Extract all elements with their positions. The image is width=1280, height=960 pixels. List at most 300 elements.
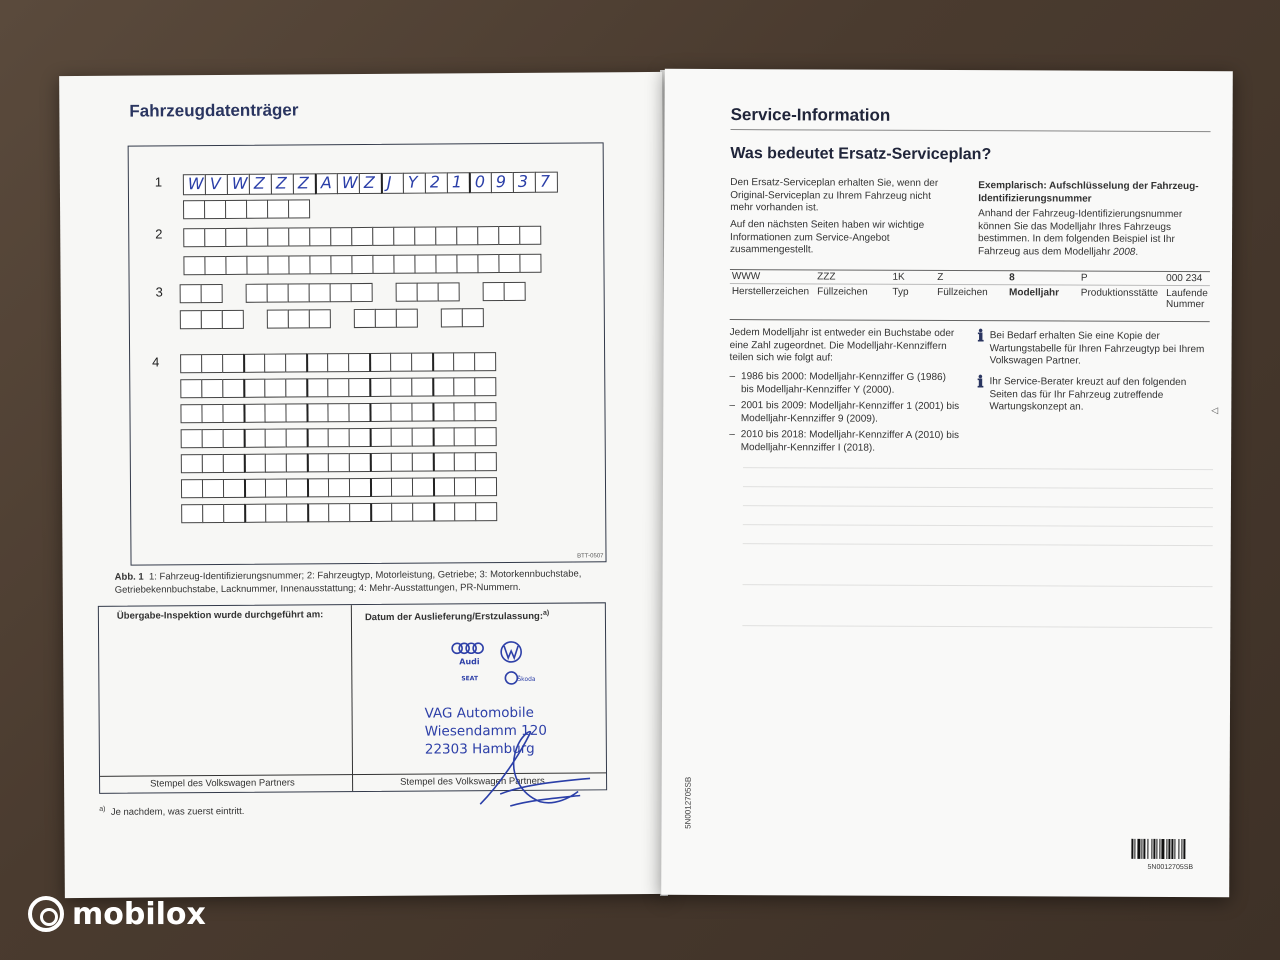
form-cell [201,284,223,303]
vin-code: ZZZ [817,271,836,283]
form-cell [180,284,202,303]
inspection-header: Übergabe-Inspektion wurde durchgeführt am: [116,609,324,622]
row-label-2: 2 [155,226,163,242]
stamp-line-3: 22303 Hamburg [424,740,535,758]
form-cell [391,478,413,497]
barcode-bar [1159,839,1160,859]
vin-char: 7 [539,171,551,191]
form-cell [454,502,476,521]
form-cell [349,428,371,447]
form-cell [414,254,436,273]
vin-char-cell [293,173,316,194]
pr-grid-row [181,427,496,448]
form-cell [453,377,475,396]
form-cell [330,255,352,274]
vin-label: Füllzeichen [817,286,868,298]
cell-group [483,282,525,301]
vin-code: WWW [731,271,761,283]
form-cell [267,284,289,303]
form-cell [204,200,226,219]
vin-char: A [320,173,332,193]
form-cell [462,308,484,327]
form-cell [265,454,287,473]
vin-char: Z [253,173,265,193]
barcode [1131,839,1209,871]
vin-label: Produktionsstätte [1080,287,1159,299]
form-cell [519,254,541,273]
cell-group [441,308,483,327]
form-cell [306,353,328,372]
form-cell [411,378,433,397]
vin-code: Z [937,271,944,283]
barcode-bar [1166,839,1167,859]
form-cell [223,479,245,498]
vin-code: 1K [892,271,905,283]
form-cell [475,427,497,446]
form-cell [372,227,394,246]
barcode-bar [1183,839,1185,859]
show-through-shading [742,449,1214,811]
vin-extra-boxes [183,199,309,219]
form-cell [441,308,463,327]
form-cell [411,403,433,422]
form-cell [243,354,265,373]
stamp-line-1: VAG Automobile [424,704,534,722]
form-cell [288,283,310,302]
form-cell [475,502,497,521]
form-cell [265,479,287,498]
form-cell [267,310,289,329]
form-cell [243,379,265,398]
barcode-bar [1171,839,1173,859]
code-boxes-1 [180,282,525,303]
form-cell [180,379,202,398]
model-year-ranges [729,371,959,455]
form-cell [474,402,496,421]
spine-code: 5N0012705SB [683,776,693,829]
form-cell [201,310,223,329]
vin-char-cell [337,173,360,194]
form-cell [328,503,350,522]
form-cell [309,227,331,246]
barcode-bar [1141,839,1142,859]
cell-group [180,284,222,303]
delivery-header: Datum der Auslieferung/Erstzulassung:$^{a)}$ [364,609,550,624]
form-cell [348,378,370,397]
form-cell [225,228,247,247]
inspection-box [98,602,607,794]
intro-paragraph-2: Auf den nächsten Seiten haben wir wichtige Informationen zum Service-Angebot zusammengestellt. [729,219,925,256]
form-cell [244,479,266,498]
vin-char-cell [227,174,250,195]
form-cell [414,226,436,245]
barcode-bar [1161,839,1164,859]
seat-label: SEAT [461,675,479,683]
form-cell [328,453,350,472]
form-cell [475,452,497,471]
form-cell [412,453,434,472]
vin-char: 1 [451,172,463,192]
vin-char-cell [359,173,382,194]
skoda-label: Škoda [517,675,536,683]
form-cell [348,353,370,372]
form-cell [498,254,520,273]
vin-label-row [728,284,1212,312]
caption-text: 1: Fahrzeug-Identifizierungsnummer; 2: Fahrzeugtyp, Motorleistung, Getriebe; 3: Motorkennbuchstabe, Getriebekennbuchstabe, Lacknummer, Innenausstattung; 4: Mehr-Ausstattungen, PR-Nummern. [114,568,582,596]
left-page [59,72,668,898]
barcode-bar [1134,839,1135,859]
barcode-bar [1168,839,1170,859]
form-cell [504,282,526,301]
form-cell [222,310,244,329]
form-cell [391,503,413,522]
form-cell [201,379,223,398]
form-cell [454,452,476,471]
vin-char-cell [183,174,206,195]
form-cell [309,255,331,274]
form-cell [393,255,415,274]
form-cell [264,354,286,373]
form-cell [285,353,307,372]
form-cell [369,353,391,372]
vin-label: Laufende Nummer [1166,287,1208,311]
form-cell [456,226,478,245]
stamp-label-left: Stempel des Volkswagen Partners [150,776,295,789]
form-cell [396,309,418,328]
form-cell [180,354,202,373]
model-year-intro: Jedem Modelljahr ist entweder ein Buchstabe oder eine Zahl zugeordnet. Die Modelljahr-Kennziffern teilen sich wie folgt auf: [729,327,955,364]
form-cell [246,256,268,275]
form-cell [246,284,268,303]
form-cell [223,454,245,473]
form-cell [477,254,499,273]
form-cell [432,377,454,396]
form-cell [474,377,496,396]
pr-grid-row [181,502,496,523]
pr-grid-row [181,477,496,498]
signature-icon [460,723,601,814]
vin-char-cell [469,172,492,193]
figure-code: BTT-0507 [577,553,604,560]
form-cell [307,478,329,497]
form-cell [453,402,475,421]
pr-grid-row [181,452,496,473]
heading: Was bedeutet Ersatz-Serviceplan? [730,145,992,164]
vin-char: 0 [474,172,486,192]
form-cell [433,452,455,471]
form-cell [396,283,418,302]
form-cell [393,227,415,246]
form-cell [328,428,350,447]
barcode-bar [1137,839,1140,859]
vin-char-cell [447,172,470,193]
form-cell [202,454,224,473]
form-cell [411,353,433,372]
form-cell [244,429,266,448]
form-cell [370,503,392,522]
vin-char-cell [381,173,404,194]
cell-group [246,283,372,303]
continue-arrow-icon: ◁ [1211,405,1219,416]
barcode-bar [1181,839,1182,859]
info-icon: ℹ [977,372,984,392]
form-cell [309,283,331,302]
form-cell [351,283,373,302]
form-cell [183,200,205,219]
vin-char-cell [425,172,448,193]
form-cell [265,429,287,448]
form-cell [307,453,329,472]
vin-char-cell [403,173,426,194]
vin-char: V [209,173,221,194]
form-cell [435,254,457,273]
mobilox-logo-icon [28,896,64,932]
row-label-3: 3 [155,284,163,300]
cell-group [180,310,243,329]
form-cell [288,309,310,328]
form-cell [433,477,455,496]
vin-code: 000 234 [1166,272,1203,285]
stamp-line-2: Wiesendamm 120 [424,722,547,740]
vin-char-cell [205,174,228,195]
form-cell [519,226,541,245]
form-cell [349,478,371,497]
audi-label: Audi [459,657,480,667]
cell-group [354,309,417,328]
barcode-bar [1151,839,1152,859]
form-cell [286,453,308,472]
barcode-bar [1143,839,1145,859]
pr-grid-row [180,352,495,373]
watermark-text: mobilox [72,896,206,932]
form-cell [327,353,349,372]
form-cell [223,504,245,523]
vin-char-cell [249,174,272,195]
form-cell [285,403,307,422]
form-cell [246,200,268,219]
form-cell [390,378,412,397]
form-cell [475,477,497,496]
form-cell [412,428,434,447]
form-cell [288,255,310,274]
vin-char: W [231,173,248,193]
form-cell [267,200,289,219]
form-cell [201,404,223,423]
form-cell [432,352,454,371]
form-cell [351,255,373,274]
form-cell [349,453,371,472]
form-cell [180,310,202,329]
row-label-4: 4 [152,354,160,370]
form-cell [286,503,308,522]
vin-char-cell [491,172,514,193]
form-cell [454,427,476,446]
form-cell [351,227,373,246]
info-note-1: ℹ Bei Bedarf erhalten Sie eine Kopie der Wartungstabelle für Ihren Fahrzeugtyp bei Ihrem Volkswagen Partner. [977,326,1205,367]
form-cell [202,429,224,448]
form-cell [267,228,289,247]
form-cell [222,379,244,398]
vin-code: 8 [1009,272,1015,284]
form-cell [181,454,203,473]
form-cell [412,478,434,497]
code-boxes-2 [180,308,483,329]
form-cell [267,256,289,275]
barcode-bar [1131,839,1133,859]
form-cell [328,478,350,497]
vin-boxes [183,172,557,196]
intro-paragraph-1: Den Ersatz-Serviceplan erhalten Sie, wenn der Original-Serviceplan zu Ihrem Fahrzeug nicht mehr vorhanden ist. [730,177,939,214]
form-cell [474,352,496,371]
form-cell [288,227,310,246]
form-cell [183,228,205,247]
vin-label: Füllzeichen [937,286,988,299]
form-cell [454,477,476,496]
form-cell [225,256,247,275]
vin-char: J [386,172,392,192]
form-cell [204,228,226,247]
form-cell [370,478,392,497]
form-cell [348,403,370,422]
section-title: Service-Information [730,105,891,125]
vin-char: W [341,173,358,193]
form-cell [306,378,328,397]
form-cell [264,379,286,398]
form-cell [285,378,307,397]
vin-label: Modelljahr [1008,287,1060,299]
form-cell [309,309,331,328]
vin-char-cell [315,173,338,194]
form-cell [330,227,352,246]
form-cell [306,403,328,422]
form-cell [307,503,329,522]
form-cell [327,403,349,422]
form-cell [204,256,226,275]
caption-label: Abb. 1 [114,571,144,583]
form-cell [456,254,478,273]
cell-group [396,282,459,301]
form-cell [417,282,439,301]
form-cell [391,428,413,447]
vin-char-cell [535,172,558,193]
form-cell [354,309,376,328]
form-cell [370,428,392,447]
form-cell [375,309,397,328]
vin-char-cell [271,173,294,194]
form-cell [286,478,308,497]
form-cell [225,200,247,219]
vin-char-cell [513,172,536,193]
vin-label: Typ [892,286,909,298]
form-cell [246,228,268,247]
form-cell [498,226,520,245]
form-cell [183,256,205,275]
page-title: Fahrzeugdatenträger [129,100,299,121]
form-cell [369,403,391,422]
brand-logos-icon [451,640,536,687]
barcode-text: 5N0012705SB [1147,863,1194,872]
type-boxes-2 [183,254,540,275]
vin-char: 9 [495,171,507,192]
form-cell [201,354,223,373]
vin-char: Z [363,172,375,192]
type-boxes-1 [183,226,540,247]
form-cell [244,504,266,523]
vin-char: 3 [517,171,529,191]
form-cell [432,402,454,421]
figure-caption [115,568,605,596]
example-title: Exemplarisch: Aufschlüsselung der Fahrzeug-Identifizierungsnummer [978,180,1199,205]
form-cell [202,504,224,523]
form-cell [438,282,460,301]
right-page [661,69,1233,897]
cell-group [267,309,330,328]
list-item: – 2001 bis 2009: Modelljahr-Kennziffer 1 (2001) bis Modelljahr-Kennziffer 9 (2009). [729,400,960,425]
form-cell [286,428,308,447]
watermark [28,896,206,932]
form-cell [265,504,287,523]
form-cell [202,479,224,498]
vin-char: 2 [429,172,441,192]
row-label-1: 1 [154,174,163,190]
form-cell [243,404,265,423]
form-cell [477,226,499,245]
form-cell [372,255,394,274]
info-note-2: ℹ Ihr Service-Berater kreuzt auf den folgenden Seiten das für Ihr Fahrzeug zutreffende Wartungskonzept an. [977,372,1187,413]
list-item: – 2010 bis 2018: Modelljahr-Kennziffer A (2010) bis Modelljahr-Kennziffer I (2018). [729,429,960,454]
barcode-bar [1147,839,1148,859]
barcode-bar [1156,839,1157,859]
form-cell [222,354,244,373]
form-cell [307,428,329,447]
vin-label: Herstellerzeichen [731,286,810,298]
example-year: 2008 [1113,246,1136,258]
form-cell [222,404,244,423]
form-cell [453,352,475,371]
form-cell [483,282,505,301]
footnote: $^{a)}$ Je nachdem, was zuerst eintritt. [99,805,245,818]
form-cell [244,454,266,473]
form-cell [181,479,203,498]
form-cell [433,502,455,521]
stamp-logos [451,640,536,692]
pr-number-grid [180,352,496,529]
vin-code: P [1080,272,1088,284]
barcode-bar [1153,839,1155,859]
vin-char: W [187,174,204,194]
vehicle-data-frame [128,142,607,565]
form-cell [412,503,434,522]
pr-grid-row [180,377,495,398]
form-cell [369,378,391,397]
vin-char: Z [297,173,309,193]
form-cell [181,504,203,523]
vin-char: Y [407,172,418,192]
form-cell [391,453,413,472]
form-cell [370,453,392,472]
pr-grid-row [180,402,495,423]
stamp-label-right: Stempel des Volkswagen Partners [400,775,545,788]
form-cell [327,378,349,397]
form-cell [390,353,412,372]
form-cell [264,404,286,423]
vin-breakdown-table [728,269,1212,312]
form-cell [349,503,371,522]
form-cell [288,199,310,218]
form-cell [181,429,203,448]
form-cell [435,226,457,245]
form-cell [433,427,455,446]
